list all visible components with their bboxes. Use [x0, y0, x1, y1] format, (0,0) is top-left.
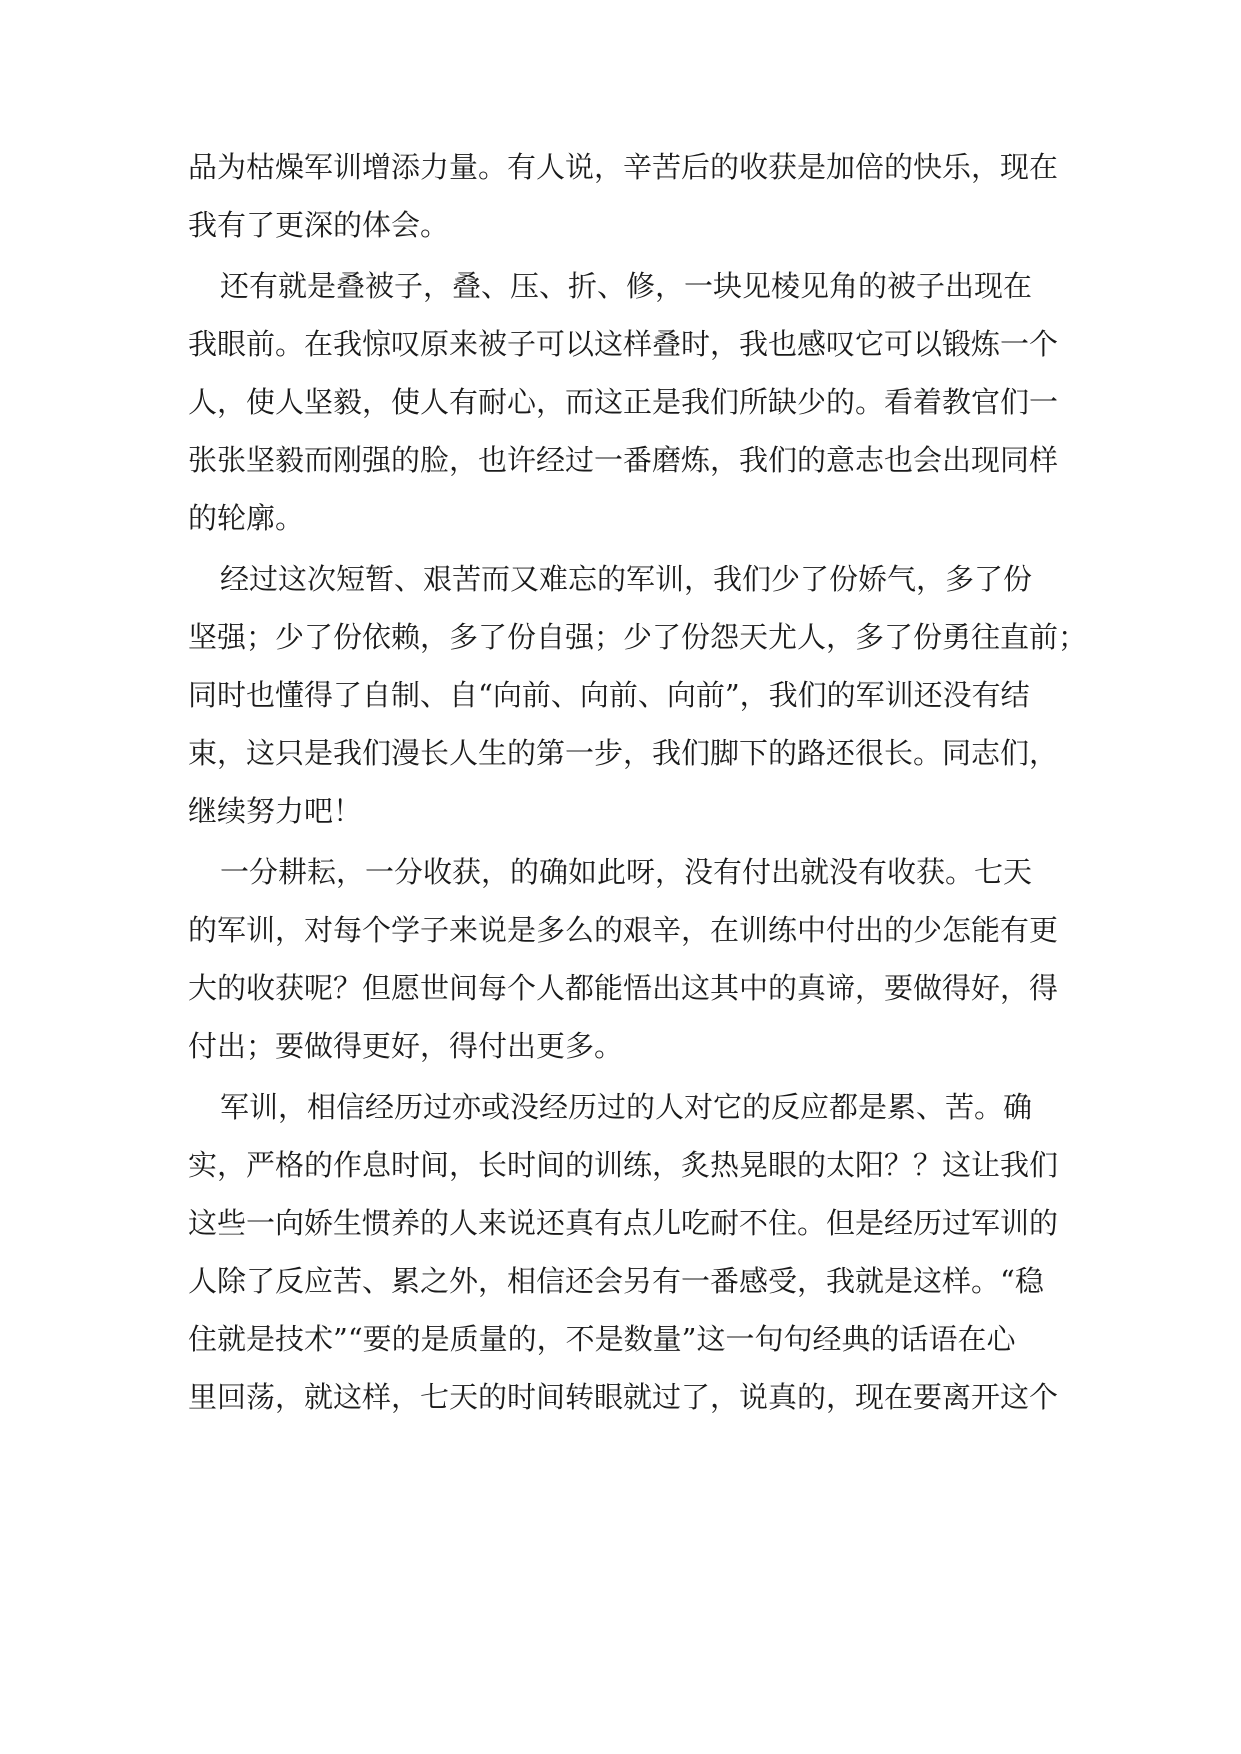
text-line-9: 坚强；少了份依赖，多了份自强；少了份怨天尤人，多了份勇往直前； [188, 620, 1088, 654]
text-line-4: 我眼前。在我惊叹原来被子可以这样叠时，我也感叹它可以锻炼一个 [188, 327, 1059, 361]
text-line-17: 军训，相信经历过亦或没经历过的人对它的反应都是累、苦。确 [220, 1090, 1033, 1124]
text-line-1: 品为枯燥军训增添力量。有人说，辛苦后的收获是加倍的快乐，现在 [188, 150, 1059, 184]
text-line-7: 的轮廓。 [188, 501, 305, 535]
text-line-18: 实，严格的作息时间，长时间的训练，炙热晃眼的太阳？？这让我们 [188, 1148, 1059, 1182]
text-line-5: 人，使人坚毅，使人有耐心，而这正是我们所缺少的。看着教官们一 [188, 385, 1059, 419]
text-line-2: 我有了更深的体会。 [188, 208, 450, 242]
text-line-20: 人除了反应苦、累之外，相信还会另有一番感受，我就是这样。“稳 [188, 1264, 1044, 1298]
text-line-8: 经过这次短暂、艰苦而又难忘的军训，我们少了份娇气，多了份 [220, 562, 1033, 596]
text-line-15: 大的收获呢？但愿世间每个人都能悟出这其中的真谛，要做得好，得 [188, 971, 1059, 1005]
text-line-16: 付出；要做得更好，得付出更多。 [188, 1029, 624, 1063]
text-line-12: 继续努力吧！ [188, 794, 363, 828]
text-line-19: 这些一向娇生惯养的人来说还真有点儿吃耐不住。但是经历过军训的 [188, 1206, 1059, 1240]
text-line-11: 束，这只是我们漫长人生的第一步，我们脚下的路还很长。同志们， [188, 736, 1059, 770]
text-line-22: 里回荡，就这样，七天的时间转眼就过了，说真的，现在要离开这个 [188, 1380, 1059, 1414]
text-line-6: 张张坚毅而刚强的脸，也许经过一番磨炼，我们的意志也会出现同样 [188, 443, 1059, 477]
text-line-10: 同时也懂得了自制、自“向前、向前、向前”，我们的军训还没有结 [188, 678, 1030, 712]
text-line-14: 的军训，对每个学子来说是多么的艰辛，在训练中付出的少怎能有更 [188, 913, 1059, 947]
text-line-3: 还有就是叠被子，叠、压、折、修，一块见棱见角的被子出现在 [220, 269, 1033, 303]
text-line-21: 住就是技术”“要的是质量的，不是数量”这一句句经典的话语在心 [188, 1322, 1016, 1356]
text-line-13: 一分耕耘，一分收获，的确如此呀，没有付出就没有收获。七天 [220, 855, 1033, 889]
